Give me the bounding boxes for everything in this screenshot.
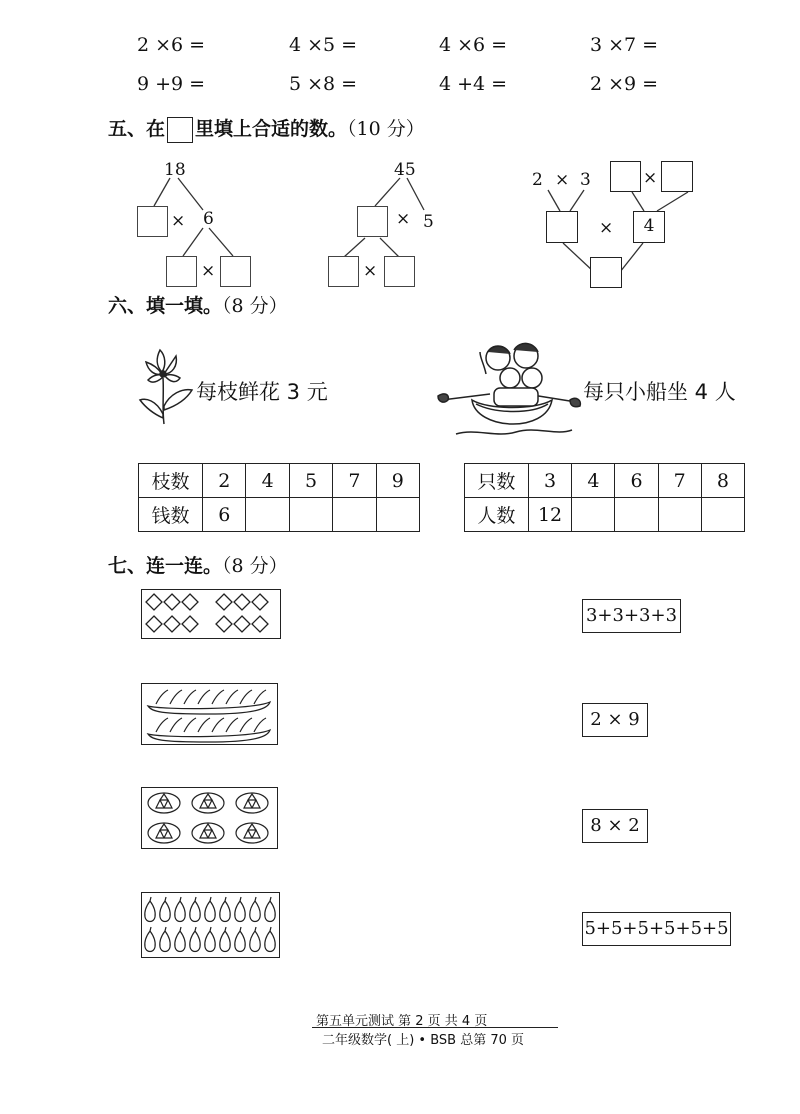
- boat-caption: 每只小船坐 4 人: [583, 380, 736, 404]
- table-cell: 12: [528, 498, 571, 532]
- answer-cell[interactable]: [376, 498, 419, 532]
- section5-title-post: 里填上合适的数。: [195, 118, 348, 140]
- answer-cell[interactable]: [333, 498, 376, 532]
- pear-shape: [265, 931, 275, 952]
- footer-book-info: 二年级数学( 上) • BSB 总第 70 页: [322, 1033, 525, 1048]
- pear-shape: [190, 901, 200, 922]
- flower-price-table: [138, 463, 420, 532]
- answer-box[interactable]: [220, 256, 251, 287]
- equation: 2 ×6 =: [137, 34, 206, 56]
- boat-icon: [436, 334, 582, 444]
- pear-shape: [250, 931, 260, 952]
- answer-cell[interactable]: [289, 498, 332, 532]
- expression-card[interactable]: 2 × 9: [582, 703, 648, 737]
- table-cell: 2: [203, 464, 246, 498]
- times-sign: ×: [171, 211, 186, 231]
- plate-group-picture[interactable]: [141, 787, 278, 849]
- flower-icon: [136, 344, 198, 426]
- answer-box[interactable]: [661, 161, 693, 192]
- equation: 4 ×6 =: [439, 34, 508, 56]
- table-cell: 3: [528, 464, 571, 498]
- table-header-cell: 枝数: [139, 464, 203, 498]
- section6-heading: [108, 291, 288, 318]
- pear-shape: [220, 931, 230, 952]
- table-cell: 4: [246, 464, 289, 498]
- pear-group-picture[interactable]: [141, 892, 280, 958]
- diamond-icon: [142, 590, 280, 638]
- answer-box[interactable]: [590, 257, 622, 288]
- factor-number: 3: [580, 170, 591, 190]
- pear-shape: [160, 931, 170, 952]
- equation: 3 ×7 =: [590, 34, 659, 56]
- table-cell: 7: [658, 464, 701, 498]
- equation: 4 ×5 =: [289, 34, 358, 56]
- table-header-cell: 人数: [465, 498, 529, 532]
- pear-shape: [265, 901, 275, 922]
- section7-points: （8 分）: [222, 555, 288, 577]
- answer-box[interactable]: [166, 256, 197, 287]
- table-cell: 4: [572, 464, 615, 498]
- pear-shape: [235, 901, 245, 922]
- pear-shape: [175, 901, 185, 922]
- times-sign: ×: [643, 168, 658, 188]
- flower-caption: 每枝鲜花 3 元: [196, 380, 328, 404]
- table-cell: 6: [615, 464, 658, 498]
- table-cell: 5: [289, 464, 332, 498]
- answer-cell[interactable]: [246, 498, 289, 532]
- pear-icon: [142, 893, 279, 957]
- answer-cell[interactable]: [615, 498, 658, 532]
- pear-shape: [250, 901, 260, 922]
- pear-shape: [235, 931, 245, 952]
- table-header-cell: 只数: [465, 464, 529, 498]
- pear-shape: [175, 931, 185, 952]
- answer-box[interactable]: [357, 206, 388, 237]
- equation: 4 +4 =: [439, 73, 508, 95]
- tree-right-number: 5: [423, 212, 434, 232]
- table-row: [139, 498, 420, 532]
- expression-card[interactable]: 8 × 2: [582, 809, 648, 843]
- diamond-group-picture[interactable]: [141, 589, 281, 639]
- times-sign: ×: [363, 261, 378, 281]
- table-row: [465, 498, 745, 532]
- section5-points: （10 分）: [347, 118, 425, 140]
- table-cell: 6: [203, 498, 246, 532]
- footer-divider: [312, 1027, 558, 1028]
- answer-cell[interactable]: [701, 498, 744, 532]
- table-cell: 8: [701, 464, 744, 498]
- tree-right-number: 6: [203, 209, 214, 229]
- times-sign: ×: [396, 209, 411, 229]
- times-sign: ×: [555, 170, 570, 190]
- pear-shape: [160, 901, 170, 922]
- equation: 2 ×9 =: [590, 73, 659, 95]
- footer-page-info: 第五单元测试 第 2 页 共 4 页: [316, 1014, 488, 1029]
- pear-shape: [205, 931, 215, 952]
- table-header-cell: 钱数: [139, 498, 203, 532]
- answer-box[interactable]: [384, 256, 415, 287]
- boat-people-table: [464, 463, 745, 532]
- answer-box[interactable]: [546, 211, 578, 243]
- expression-card[interactable]: 3+3+3+3: [582, 599, 681, 633]
- pear-shape: [190, 931, 200, 952]
- table-row: [465, 464, 745, 498]
- banana-group-picture[interactable]: [141, 683, 278, 745]
- answer-box[interactable]: [137, 206, 168, 237]
- times-sign: ×: [599, 218, 614, 238]
- plate-icon: [142, 788, 277, 848]
- given-number-box: 4: [633, 211, 665, 243]
- section6-title: 六、填一填。: [108, 295, 223, 317]
- tree-top-number: 18: [164, 160, 186, 180]
- answer-cell[interactable]: [658, 498, 701, 532]
- section7-heading: [108, 551, 288, 578]
- table-cell: 9: [376, 464, 419, 498]
- pear-shape: [145, 901, 155, 922]
- pear-shape: [145, 931, 155, 952]
- equation: 5 ×8 =: [289, 73, 358, 95]
- banana-icon: [142, 684, 277, 744]
- pear-shape: [205, 901, 215, 922]
- equation: 9 +9 =: [137, 73, 206, 95]
- factor-tree-lines: [0, 0, 800, 300]
- section7-title: 七、连一连。: [108, 555, 223, 577]
- table-row: [139, 464, 420, 498]
- answer-cell[interactable]: [572, 498, 615, 532]
- tree-top-number: 45: [394, 160, 416, 180]
- times-sign: ×: [201, 261, 216, 281]
- section6-points: （8 分）: [222, 295, 288, 317]
- section5-title-pre: 五、在: [108, 118, 166, 140]
- answer-box[interactable]: [610, 161, 641, 192]
- factor-number: 2: [532, 170, 543, 190]
- expression-card[interactable]: 5+5+5+5+5+5: [582, 912, 731, 946]
- answer-box[interactable]: [328, 256, 359, 287]
- pear-shape: [220, 901, 230, 922]
- table-cell: 7: [333, 464, 376, 498]
